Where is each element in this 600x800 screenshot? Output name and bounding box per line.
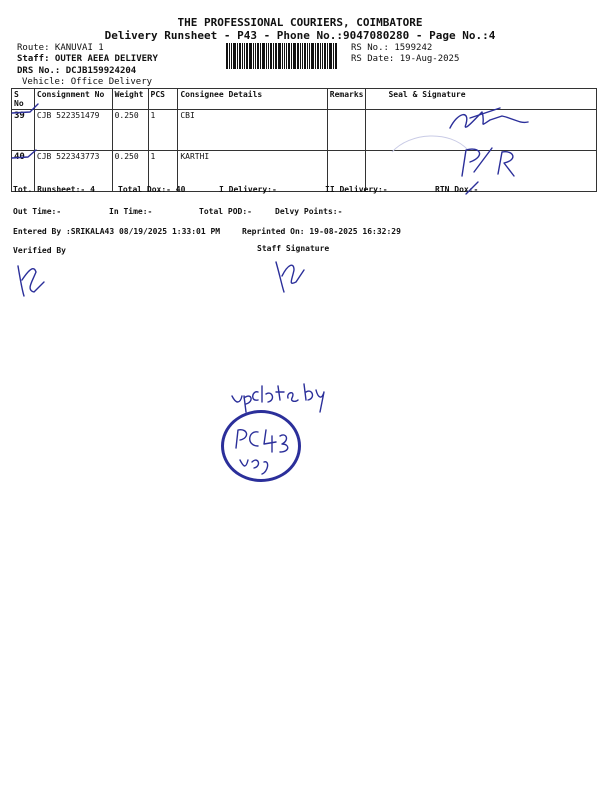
cell-consignment: CJB 522343773: [34, 151, 112, 192]
route-label: Route: KANUVAI 1: [17, 43, 104, 53]
cell-pcs: 1: [148, 110, 178, 151]
rs-number: RS No.: 1599242: [351, 43, 433, 53]
entered-by: Entered By :SRIKALA43 08/19/2025 1:33:01 PM: [13, 227, 221, 236]
runsheet-subtitle: Delivery Runsheet - P43 - Phone No.:9047080280 - Page No.:4: [104, 29, 496, 42]
cell-sno: 40: [12, 151, 35, 192]
dash-mark-icon: [466, 182, 478, 194]
verified-signature-icon: [18, 266, 44, 296]
in-time: In Time:-: [109, 207, 153, 216]
col-pcs: PCS: [148, 89, 178, 110]
col-consignment: Consignment No: [34, 89, 112, 110]
faint-stamp-icon: [392, 136, 468, 152]
cell-consignee: CBI: [178, 110, 327, 151]
verified-by-label: Verified By: [13, 246, 66, 255]
out-time: Out Time:-: [13, 207, 62, 216]
cell-consignment: CJB 522351479: [34, 110, 112, 151]
cell-weight: 0.250: [112, 151, 148, 192]
stamp-circle-icon: [221, 410, 301, 482]
col-sno: S No: [12, 89, 35, 110]
letter-r-icon: [498, 152, 514, 176]
total-dox: Total Dox:- 40: [118, 185, 186, 194]
ii-delivery: II Delivery:-: [325, 185, 388, 194]
slash-icon: [474, 148, 492, 172]
total-pod: Total POD:-: [199, 207, 252, 216]
signature-icon: [450, 112, 528, 128]
reprinted-on: Reprinted On: 19-08-2025 16:32:29: [242, 227, 401, 236]
cell-pcs: 1: [148, 151, 178, 192]
col-seal-signature: Seal & Signature: [366, 89, 597, 110]
update-by-note-icon: [232, 384, 324, 412]
rtn-dox: RTN Dox:-: [435, 185, 479, 194]
staff-label: Staff: OUTER AEEA DELIVERY: [17, 54, 158, 64]
staff-signature-icon: [276, 262, 304, 292]
delvy-points: Delvy Points:-: [275, 207, 343, 216]
letter-p-icon: [462, 149, 480, 176]
col-weight: Weight: [112, 89, 148, 110]
check-mark-icon: [12, 150, 36, 158]
signature-stroke-icon: [470, 108, 500, 118]
drs-number: DRS No.: DCJB159924204: [17, 66, 137, 76]
vehicle-label: Vehicle: Office Delivery: [22, 77, 153, 87]
check-mark-icon: [12, 104, 38, 113]
cell-weight: 0.250: [112, 110, 148, 151]
i-delivery: I Delivery:-: [219, 185, 277, 194]
rs-date: RS Date: 19-Aug-2025: [351, 54, 460, 64]
col-remarks: Remarks: [327, 89, 366, 110]
cell-consignee: KARTHI: [178, 151, 327, 192]
col-consignee: Consignee Details: [178, 89, 327, 110]
total-runsheet: Tot. Runsheet:- 4: [13, 185, 95, 194]
staff-signature-label: Staff Signature: [257, 244, 330, 253]
cell-sno: 39: [12, 110, 35, 151]
company-title: THE PROFESSIONAL COURIERS, COIMBATORE: [177, 16, 423, 29]
